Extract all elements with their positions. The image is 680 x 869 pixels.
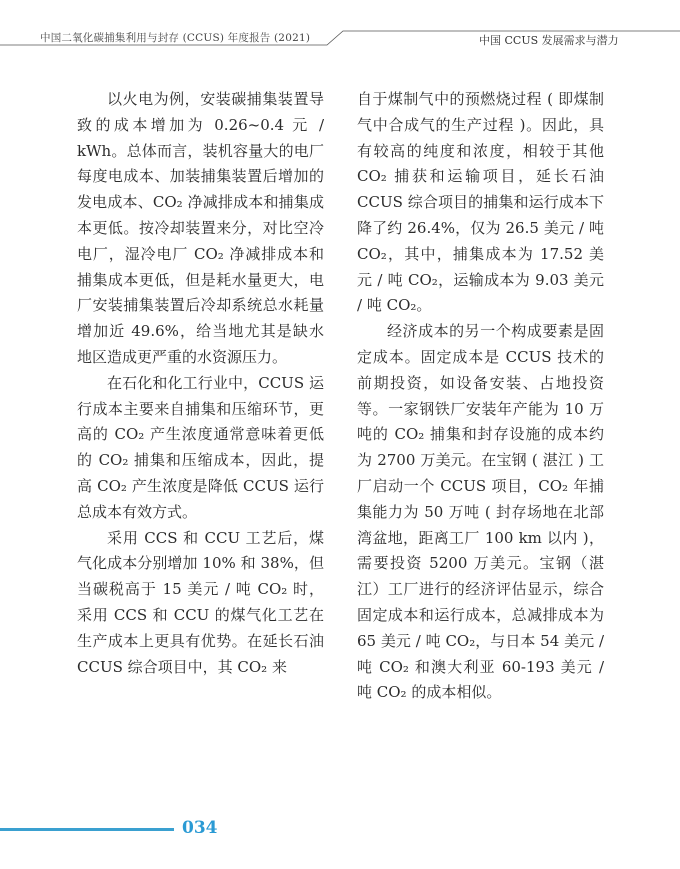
paragraph-yanchang-continued: 自于煤制气中的预燃烧过程 ( 即煤制气中合成气的生产过程 )。因此，具有较高的纯度和浓度，相较于其他 CO₂ 捕获和运输项目，延长石油 CCUS 综合项目的捕集和运行成本下降了约 26.4%，仅为 26.5 美元 / 吨 CO₂，其中，捕集成本为 17.52 美元 / 吨 CO₂，运输成本为 9.03 美元 / 吨 CO₂。: [357, 90, 604, 315]
page-number: 034: [182, 818, 218, 838]
paragraph-petrochemical-cost: 在石化和化工行业中，CCUS 运行成本主要来自捕集和压缩环节，更高的 CO₂ 产生浓度通常意味着更低的 CO₂ 捕集和压缩成本，因此，提高 CO₂ 产生浓度是降低 CCUS 运行总成本有效方式。: [77, 373, 324, 521]
text-column-left: [77, 87, 324, 680]
paragraph-power-plant-cost: 以火电为例，安装碳捕集装置导致的成本增加为 0.26~0.4 元 / kWh。总体而言，装机容量大的电厂每度电成本、加装捕集装置后增加的发电成本、CO₂ 净减排成本和捕集成本更低。按冷却装置来分，对比空冷电厂，湿冷电厂 CO₂ 净减排成本和捕集成本更低，但是耗水量更大，电厂安装捕集装置后冷却系统总水耗量增加近 49.6%，给当地尤其是缺水地区造成更严重的水资源压力。: [77, 90, 324, 366]
running-header-report-title: 中国二氧化碳捕集利用与封存 (CCUS) 年度报告 (2021): [40, 32, 311, 44]
text-column-right: [357, 87, 604, 706]
footer-accent-line: [0, 828, 174, 831]
paragraph-fixed-cost: 经济成本的另一个构成要素是固定成本。固定成本是 CCUS 技术的前期投资，如设备安装、占地投资等。一家钢铁厂安装年产能为 10 万吨的 CO₂ 捕集和封存设施的成本约为 2700 万美元。在宝钢 ( 湛江 ) 工厂启动一个 CCUS 项目，CO₂ 年捕集能力为 50 万吨 ( 封存场地在北部湾盆地，距离工厂 100 km 以内 )，需要投资 5200 万美元。宝钢（湛江）工厂进行的经济评估显示，综合固定成本和运行成本，总减排成本为 65 美元 / 吨 CO₂，与日本 54 美元 / 吨 CO₂ 和澳大利亚 60-193 美元 / 吨 CO₂ 的成本相似。: [357, 322, 604, 702]
running-header-chapter-title: 中国 CCUS 发展需求与潜力: [479, 34, 619, 47]
paragraph-coal-gasification-cost: 采用 CCS 和 CCU 工艺后，煤气化成本分别增加 10% 和 38%，但当碳税高于 15 美元 / 吨 CO₂ 时，采用 CCS 和 CCU 的煤气化工艺在生产成本上更具有优势。在延长石油 CCUS 综合项目中，其 CO₂ 来: [77, 528, 324, 676]
